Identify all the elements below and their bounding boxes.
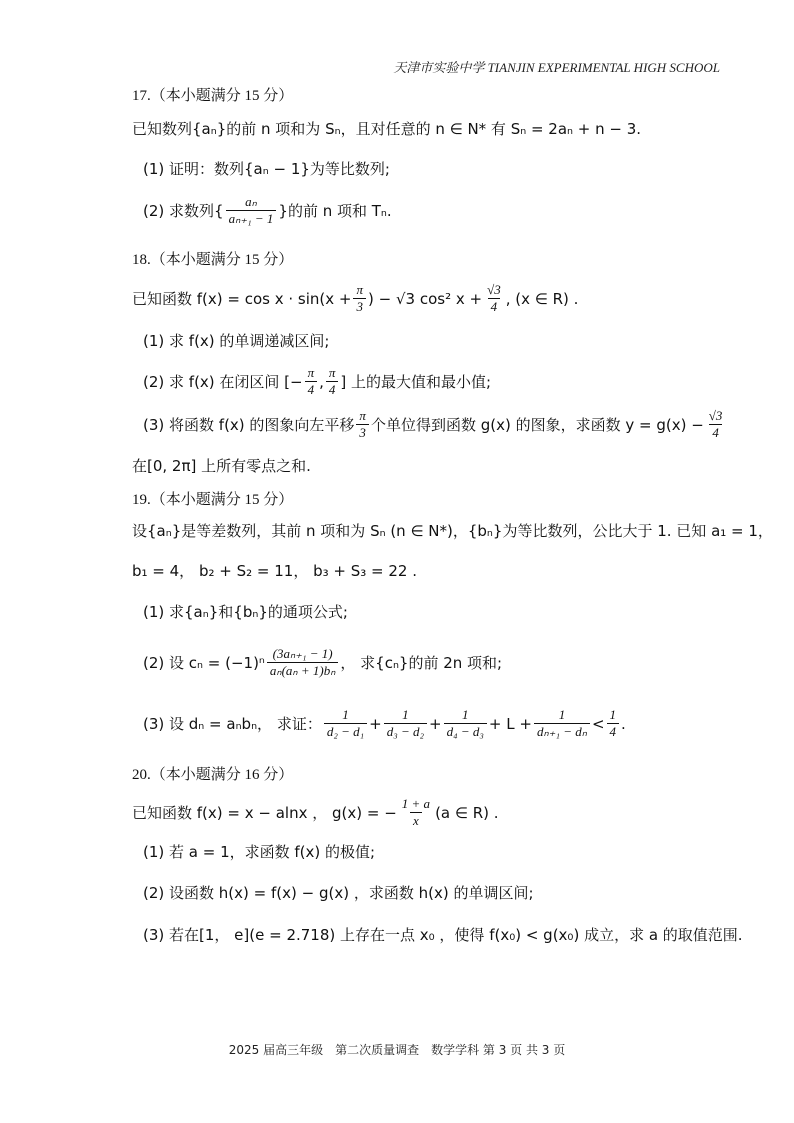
q17-part2-post: }的前 n 项和 Tₙ. xyxy=(278,202,392,220)
q17-stem: 已知数列{aₙ}的前 n 项和为 Sₙ，且对任意的 n ∈ N* 有 Sₙ = 2aₙ + n − 3. xyxy=(132,120,642,138)
page-footer: 2025 届高三年级 第二次质量调查 数学学科 第 3 页 共 3 页 xyxy=(228,1043,566,1057)
q17-part2 xyxy=(143,194,392,227)
q19-part3-term-2 xyxy=(384,707,427,740)
q17-part2-fraction xyxy=(226,194,277,227)
q18-title: 18.（本小题满分 15 分） xyxy=(132,252,294,268)
q17-title: 17.（本小题满分 15 分） xyxy=(132,88,294,104)
q19-part3-term-4 xyxy=(534,707,590,740)
q18-part3-continued: 在[0, 2π] 上所有零点之和. xyxy=(132,457,311,475)
q19-part3-term-1 xyxy=(324,707,367,740)
q19-stem-line1: 设{aₙ}是等差数列，其前 n 项和为 Sₙ (n ∈ N*)，{bₙ}为等比数列，公比大于 1. 已知 a₁ = 1， xyxy=(132,522,773,540)
q20-title: 20.（本小题满分 16 分） xyxy=(132,767,294,783)
q18-stem xyxy=(132,282,578,315)
q19-part1: (1) 求{aₙ}和{bₙ}的通项公式; xyxy=(143,603,348,621)
fraction-numerator: 1 xyxy=(558,707,566,722)
fraction-denominator: 4 xyxy=(326,381,339,398)
q18-part2-fraction-1 xyxy=(305,365,318,398)
q18-part3-fraction-2 xyxy=(706,408,726,441)
q19-part2-post: ， 求{cₙ}的前 2n 项和; xyxy=(340,654,503,672)
q18-part3 xyxy=(143,408,727,441)
fraction-denominator: 4 xyxy=(607,723,620,740)
q18-stem-pre: 已知函数 f(x) = cos x · sin(x + xyxy=(132,290,352,308)
fraction-numerator: 1 + a xyxy=(401,796,431,811)
fraction-denominator: aₙ₊₁ − 1 xyxy=(226,210,277,227)
q19-title: 19.（本小题满分 15 分） xyxy=(132,492,294,508)
q18-part2 xyxy=(143,365,491,398)
less-than-sign: < xyxy=(591,714,605,733)
fraction-denominator: 3 xyxy=(353,298,366,315)
q19-part3-pre: (3) 设 dₙ = aₙbₙ， 求证： xyxy=(143,715,322,733)
q18-part3-mid: 个单位得到函数 g(x) 的图象，求函数 y = g(x) − xyxy=(370,416,704,434)
q18-stem-fraction-2 xyxy=(484,282,504,315)
q20-stem-post: (a ∈ R) . xyxy=(435,803,499,822)
q19-stem-line2: b₁ = 4， b₂ + S₂ = 11， b₃ + S₃ = 22 . xyxy=(132,562,417,580)
fraction-numerator: π xyxy=(359,408,366,423)
q18-part1: (1) 求 f(x) 的单调递减区间; xyxy=(143,332,330,350)
plus-sign: + xyxy=(429,714,442,733)
q18-stem-post: , (x ∈ R) . xyxy=(505,289,579,308)
plus-sign: + xyxy=(369,714,382,733)
q20-stem-fraction xyxy=(399,796,433,829)
q18-part3-fraction-1 xyxy=(356,408,369,441)
fraction-numerator: √3 xyxy=(708,408,723,423)
fraction-numerator: 1 xyxy=(402,707,409,722)
q18-part2-fraction-2 xyxy=(326,365,339,398)
fraction-denominator: 3 xyxy=(356,424,369,441)
fraction-numerator: π xyxy=(328,365,336,380)
fraction-numerator: 1 xyxy=(342,707,349,722)
fraction-denominator: x xyxy=(410,812,422,829)
q20-part2: (2) 设函数 h(x) = f(x) − g(x) ，求函数 h(x) 的单调区间; xyxy=(143,884,534,902)
fraction-denominator: dₙ₊₁ − dₙ xyxy=(534,723,590,740)
q18-part2-pre: (2) 求 f(x) 在闭区间 [− xyxy=(143,373,303,391)
q19-part3-rhs xyxy=(607,707,620,740)
q20-stem-pre: 已知函数 f(x) = x − alnx ， g(x) = − xyxy=(132,804,397,822)
fraction-numerator: (3aₙ₊₁ − 1) xyxy=(272,646,333,661)
q18-stem-fraction-1 xyxy=(353,282,366,315)
q19-part3-end: . xyxy=(621,714,626,733)
fraction-numerator: 1 xyxy=(609,707,617,722)
fraction-numerator: √3 xyxy=(487,282,501,297)
q19-part3-term-3 xyxy=(444,707,487,740)
q18-stem-mid: ) − √3 cos² x + xyxy=(368,289,483,308)
fraction-denominator: d₂ − d₁ xyxy=(324,723,367,740)
fraction-denominator: 4 xyxy=(709,424,722,441)
q17-part1: (1) 证明：数列{aₙ − 1}为等比数列; xyxy=(143,160,390,178)
fraction-denominator: d₃ − d₂ xyxy=(384,723,427,740)
fraction-numerator: 1 xyxy=(462,707,469,722)
q18-part2-post: ] 上的最大值和最小值; xyxy=(340,373,492,391)
q19-part2 xyxy=(143,646,502,679)
q18-part3-pre: (3) 将函数 f(x) 的图象向左平移 xyxy=(143,416,355,434)
q20-part1: (1) 若 a = 1，求函数 f(x) 的极值; xyxy=(143,843,376,861)
fraction-denominator: aₙ(aₙ + 1)bₙ xyxy=(267,662,338,679)
q20-stem xyxy=(132,796,499,829)
q19-part3 xyxy=(143,707,626,740)
school-header: 天津市实验中学 TIANJIN EXPERIMENTAL HIGH SCHOOL xyxy=(393,60,720,75)
fraction-denominator: 4 xyxy=(305,381,318,398)
q19-part3-dots: + L + xyxy=(488,714,532,733)
q18-part2-comma: , xyxy=(319,372,324,391)
fraction-denominator: 4 xyxy=(488,298,501,315)
q19-part2-fraction xyxy=(267,646,338,679)
q19-part2-pre: (2) 设 cₙ = (−1)ⁿ xyxy=(143,654,265,672)
q17-part2-pre: (2) 求数列{ xyxy=(143,202,224,220)
fraction-numerator: aₙ xyxy=(245,194,257,209)
fraction-denominator: d₄ − d₃ xyxy=(444,723,487,740)
q20-part3: (3) 若在[1， e](e = 2.718) 上存在一点 x₀ ，使得 f(x₀) < g(x₀) 成立，求 a 的取值范围. xyxy=(143,926,743,944)
fraction-numerator: π xyxy=(307,365,315,380)
fraction-numerator: π xyxy=(356,282,363,297)
